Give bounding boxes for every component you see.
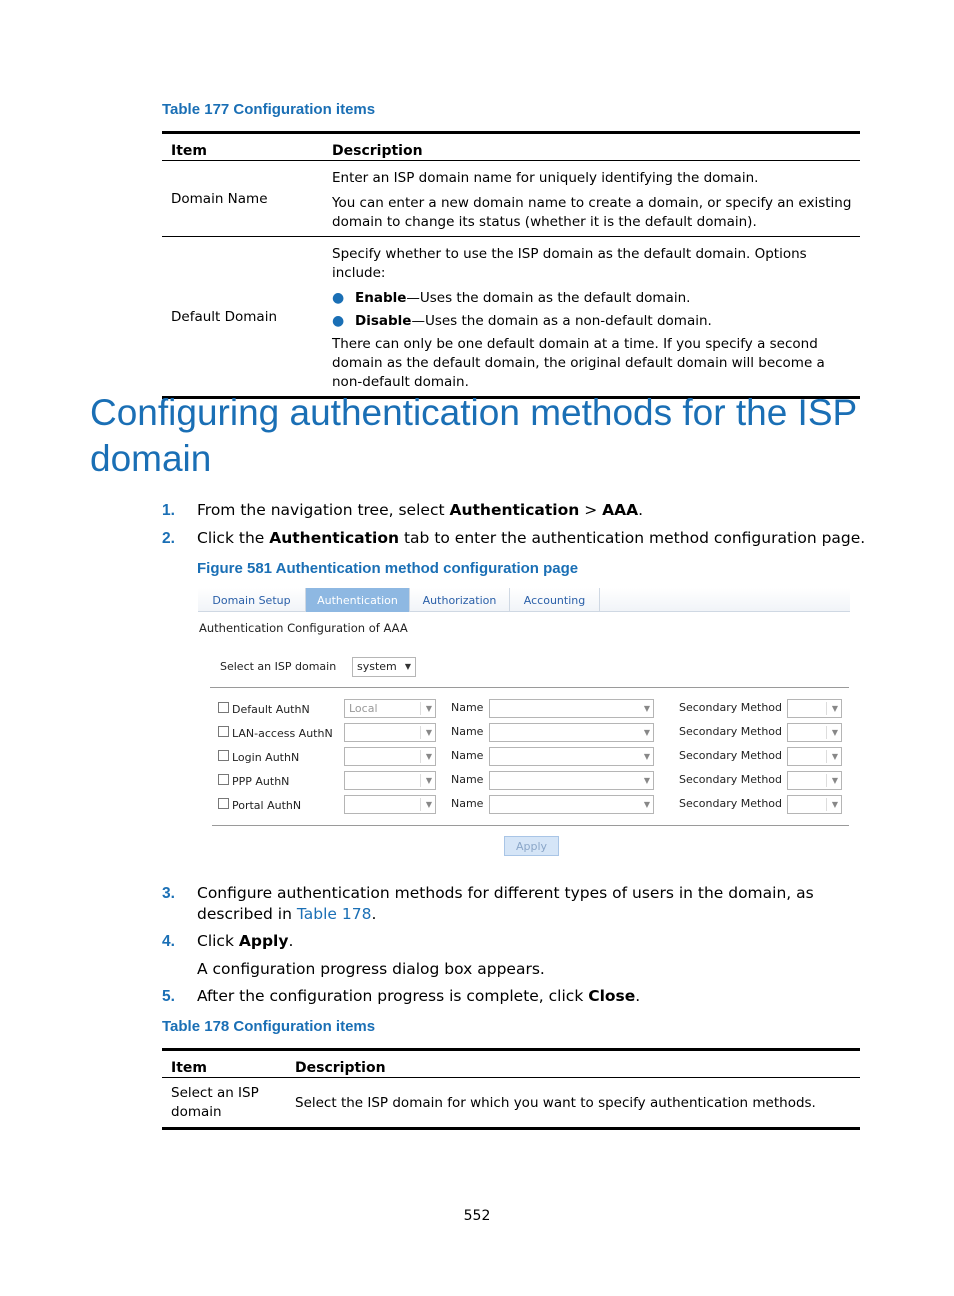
secondary-method-label: Secondary Method	[679, 725, 783, 738]
figure-caption: Figure 581 Authentication method configuration page	[197, 560, 579, 577]
method-label: Portal AuthN	[232, 799, 302, 812]
secondary-method-select[interactable]	[787, 699, 842, 718]
tab-authorization[interactable]: Authorization	[410, 588, 510, 612]
secondary-method-label: Secondary Method	[679, 701, 783, 714]
description-paragraph: There can only be one default domain at a time. If you specify a second domain as the default domain, the original default domain will become a non-default domain.	[332, 336, 825, 390]
step-text: Click the Authentication tab to enter the authentication method configuration page.	[197, 529, 866, 547]
table-row	[162, 237, 860, 398]
method-select[interactable]: Local ▼	[344, 699, 436, 718]
apply-button[interactable]: Apply	[504, 836, 559, 856]
divider	[212, 825, 849, 826]
row-item: Domain Name	[162, 161, 323, 237]
method-label: LAN-access AuthN	[232, 727, 333, 740]
chevron-down-icon: ▼	[425, 800, 432, 809]
chevron-down-icon: ▼	[425, 728, 432, 737]
chevron-down-icon: ▼	[425, 752, 432, 761]
method-select[interactable]	[344, 747, 436, 766]
name-select[interactable]	[489, 699, 654, 718]
options-list	[332, 289, 852, 331]
chevron-down-icon: ▼	[643, 800, 650, 809]
tab-authentication[interactable]: Authentication	[306, 588, 410, 612]
chevron-down-icon: ▼	[404, 662, 411, 671]
table-177-caption: Table 177 Configuration items	[162, 101, 376, 118]
table-178	[162, 1048, 860, 1130]
step-number: 2.	[162, 530, 175, 547]
secondary-method-label: Secondary Method	[679, 749, 783, 762]
list-item	[332, 312, 852, 331]
table-header-row	[162, 1050, 860, 1078]
row-description	[323, 161, 860, 237]
description-paragraph: Specify whether to use the ISP domain as the default domain. Options include:	[332, 246, 807, 281]
step-text: Configure authentication methods for different types of users in the domain, as described in Table 178.	[197, 884, 814, 923]
default-authn-checkbox[interactable]	[218, 702, 229, 713]
method-row-ppp	[198, 771, 850, 791]
secondary-method-select[interactable]	[787, 771, 842, 790]
method-row-default	[198, 699, 850, 719]
chevron-down-icon: ▼	[831, 752, 838, 761]
method-row-portal	[198, 795, 850, 815]
table-row	[162, 161, 860, 237]
method-select[interactable]	[344, 723, 436, 742]
header-item: Item	[162, 133, 323, 161]
name-select[interactable]	[489, 723, 654, 742]
method-row-login	[198, 747, 850, 767]
tab-bar	[198, 588, 850, 612]
tab-accounting[interactable]: Accounting	[510, 588, 600, 612]
method-label: PPP AuthN	[232, 775, 290, 788]
secondary-method-select[interactable]	[787, 747, 842, 766]
ppp-authn-checkbox[interactable]	[218, 774, 229, 785]
header-description: Description	[323, 133, 860, 161]
chevron-down-icon: ▼	[831, 776, 838, 785]
option-desc: —Uses the domain as a non-default domain.	[411, 313, 712, 329]
secondary-method-label: Secondary Method	[679, 773, 783, 786]
method-row-lan-access	[198, 723, 850, 743]
method-select[interactable]	[344, 771, 436, 790]
chevron-down-icon: ▼	[831, 800, 838, 809]
isp-domain-label: Select an ISP domain	[220, 660, 337, 673]
chevron-down-icon: ▼	[831, 728, 838, 737]
option-desc: —Uses the domain as the default domain.	[406, 290, 691, 306]
page-number: 552	[463, 1208, 491, 1224]
table-178-caption: Table 178 Configuration items	[162, 1018, 376, 1035]
secondary-method-label: Secondary Method	[679, 797, 783, 810]
table-header-row	[162, 133, 860, 161]
name-label: Name	[451, 701, 484, 714]
bullet-icon: ●	[332, 313, 345, 329]
step-number: 5.	[162, 988, 175, 1005]
row-item: Select an ISP domain	[162, 1078, 286, 1129]
auth-config-screenshot	[198, 588, 850, 860]
tab-domain-setup[interactable]: Domain Setup	[198, 588, 306, 612]
name-select[interactable]	[489, 771, 654, 790]
row-description	[323, 237, 860, 398]
name-label: Name	[451, 725, 484, 738]
row-item: Default Domain	[162, 237, 323, 398]
secondary-method-select[interactable]	[787, 723, 842, 742]
method-label: Login AuthN	[232, 751, 300, 764]
row-description: Select the ISP domain for which you want to specify authentication methods.	[286, 1078, 860, 1129]
name-label: Name	[451, 773, 484, 786]
name-label: Name	[451, 797, 484, 810]
step-note: A configuration progress dialog box appears.	[197, 960, 545, 978]
table-177	[162, 131, 860, 399]
header-description: Description	[286, 1050, 860, 1078]
step-number: 4.	[162, 933, 175, 950]
chevron-down-icon: ▼	[643, 776, 650, 785]
header-item: Item	[162, 1050, 286, 1078]
option-name: Enable	[355, 290, 407, 306]
name-select[interactable]	[489, 747, 654, 766]
name-select[interactable]	[489, 795, 654, 814]
chevron-down-icon: ▼	[425, 704, 432, 713]
section-heading: Configuring authentication methods for the ISP domain	[90, 392, 857, 479]
chevron-down-icon: ▼	[425, 776, 432, 785]
step-text: Click Apply.	[197, 932, 294, 950]
list-item	[332, 289, 852, 308]
method-select[interactable]	[344, 795, 436, 814]
lan-access-authn-checkbox[interactable]	[218, 726, 229, 737]
step-number: 3.	[162, 885, 175, 902]
chevron-down-icon: ▼	[643, 752, 650, 761]
isp-domain-select[interactable]: system ▼	[352, 657, 416, 677]
name-label: Name	[451, 749, 484, 762]
divider	[210, 687, 849, 688]
config-title: Authentication Configuration of AAA	[199, 621, 408, 635]
description-paragraph: Enter an ISP domain name for uniquely identifying the domain.	[332, 170, 759, 186]
table-178-link[interactable]: Table 178	[296, 905, 372, 923]
bullet-icon: ●	[332, 290, 345, 306]
step-text: After the configuration progress is complete, click Close.	[197, 987, 641, 1005]
step-number: 1.	[162, 502, 175, 519]
description-paragraph: You can enter a new domain name to create a domain, or specify an existing domain to change its status (whether it is the default domain).	[332, 195, 852, 230]
login-authn-checkbox[interactable]	[218, 750, 229, 761]
method-label: Default AuthN	[232, 703, 310, 716]
portal-authn-checkbox[interactable]	[218, 798, 229, 809]
option-name: Disable	[355, 313, 412, 329]
chevron-down-icon: ▼	[831, 704, 838, 713]
chevron-down-icon: ▼	[643, 704, 650, 713]
step-text: From the navigation tree, select Authentication > AAA.	[197, 501, 644, 519]
table-row	[162, 1078, 860, 1129]
secondary-method-select[interactable]	[787, 795, 842, 814]
chevron-down-icon: ▼	[643, 728, 650, 737]
